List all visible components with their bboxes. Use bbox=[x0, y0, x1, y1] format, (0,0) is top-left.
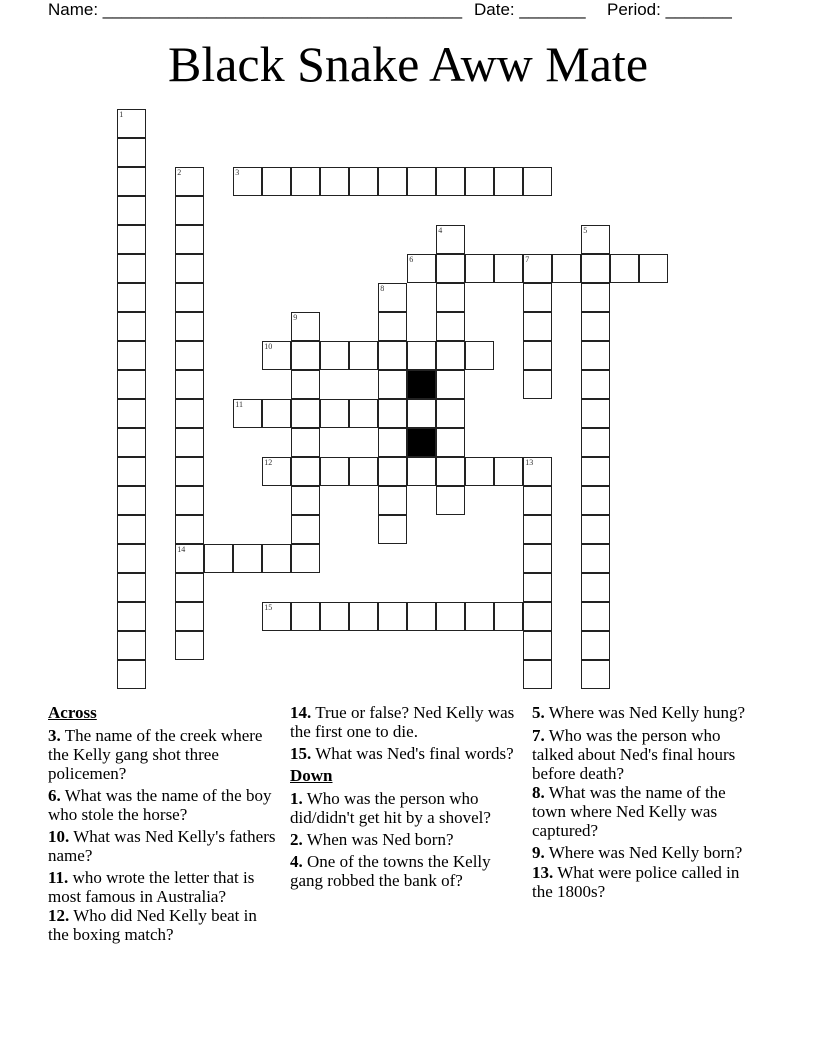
clue-text: One of the towns the Kelly gang robbed the bank of? bbox=[290, 852, 491, 890]
grid-cell[interactable] bbox=[117, 196, 146, 225]
grid-cell[interactable] bbox=[523, 457, 552, 486]
grid-cell[interactable] bbox=[465, 167, 494, 196]
grid-cell[interactable] bbox=[117, 399, 146, 428]
grid-cell[interactable] bbox=[175, 631, 204, 660]
grid-cell[interactable] bbox=[552, 254, 581, 283]
black-cell bbox=[407, 370, 436, 399]
grid-cell[interactable] bbox=[465, 602, 494, 631]
grid-cell[interactable] bbox=[436, 167, 465, 196]
grid-cell[interactable] bbox=[175, 515, 204, 544]
grid-cell[interactable] bbox=[523, 486, 552, 515]
grid-cell[interactable] bbox=[378, 341, 407, 370]
grid-cell[interactable] bbox=[494, 254, 523, 283]
grid-cell[interactable] bbox=[436, 428, 465, 457]
grid-cell[interactable] bbox=[262, 167, 291, 196]
grid-cell[interactable] bbox=[291, 167, 320, 196]
grid-cell[interactable] bbox=[291, 341, 320, 370]
grid-cell[interactable] bbox=[320, 167, 349, 196]
grid-cell[interactable] bbox=[610, 254, 639, 283]
clue-across-6 bbox=[48, 786, 276, 824]
grid-cell[interactable] bbox=[117, 573, 146, 602]
page-title: Black Snake Aww Mate bbox=[167, 36, 649, 92]
clue-number: 7. bbox=[532, 726, 545, 745]
grid-cell[interactable] bbox=[436, 341, 465, 370]
grid-cell[interactable] bbox=[378, 312, 407, 341]
grid-cell[interactable] bbox=[175, 486, 204, 515]
clue-across-3 bbox=[48, 726, 276, 783]
grid-cell[interactable] bbox=[175, 573, 204, 602]
grid-cell[interactable] bbox=[378, 370, 407, 399]
clues-column-1 bbox=[48, 703, 276, 947]
clue-text: When was Ned born? bbox=[306, 830, 454, 849]
grid-cell[interactable] bbox=[175, 457, 204, 486]
grid-cell[interactable] bbox=[175, 544, 204, 573]
clue-number: 12. bbox=[48, 906, 70, 925]
grid-cell[interactable] bbox=[291, 486, 320, 515]
grid-cell[interactable] bbox=[436, 254, 465, 283]
grid-cell[interactable] bbox=[291, 602, 320, 631]
grid-cell[interactable] bbox=[291, 399, 320, 428]
grid-cell[interactable] bbox=[320, 602, 349, 631]
grid-cell[interactable] bbox=[117, 486, 146, 515]
grid-cell[interactable] bbox=[581, 254, 610, 283]
grid-cell[interactable] bbox=[523, 283, 552, 312]
clue-text: who wrote the letter that is most famous in Australia? bbox=[48, 868, 255, 906]
grid-cell[interactable] bbox=[117, 631, 146, 660]
grid-cell[interactable] bbox=[494, 457, 523, 486]
grid-cell[interactable] bbox=[262, 341, 291, 370]
clue-number: 8. bbox=[532, 783, 545, 802]
clue-text: Where was Ned Kelly born? bbox=[548, 843, 743, 862]
clue-down-9 bbox=[532, 843, 760, 862]
clue-text: What was the name of the boy who stole the horse? bbox=[48, 786, 272, 824]
clue-number: 11. bbox=[48, 868, 69, 887]
grid-cell[interactable] bbox=[291, 457, 320, 486]
period-field[interactable]: Period: _______ bbox=[607, 0, 732, 19]
grid-cell[interactable] bbox=[436, 602, 465, 631]
cell-number: 9 bbox=[293, 313, 298, 323]
clue-across-11 bbox=[48, 868, 276, 906]
clue-down-1 bbox=[290, 789, 518, 827]
cell-number: 11 bbox=[235, 400, 243, 410]
grid-cell[interactable] bbox=[523, 631, 552, 660]
cell-number: 4 bbox=[438, 226, 443, 236]
grid-cell[interactable] bbox=[436, 225, 465, 254]
grid-cell[interactable] bbox=[262, 602, 291, 631]
grid-cell[interactable] bbox=[523, 312, 552, 341]
grid-cell[interactable] bbox=[407, 457, 436, 486]
grid-cell[interactable] bbox=[581, 515, 610, 544]
grid-cell[interactable] bbox=[465, 341, 494, 370]
grid-cell[interactable] bbox=[233, 167, 262, 196]
grid-cell[interactable] bbox=[320, 399, 349, 428]
grid-cell[interactable] bbox=[494, 167, 523, 196]
clue-number: 9. bbox=[532, 843, 545, 862]
clues-column-2 bbox=[290, 703, 518, 893]
grid-cell[interactable] bbox=[378, 602, 407, 631]
clue-across-14 bbox=[290, 703, 518, 741]
clue-down-4 bbox=[290, 852, 518, 890]
clue-number: 14. bbox=[290, 703, 312, 722]
grid-cell[interactable] bbox=[117, 167, 146, 196]
grid-cell[interactable] bbox=[639, 254, 668, 283]
grid-cell[interactable] bbox=[523, 660, 552, 689]
grid-cell[interactable] bbox=[581, 660, 610, 689]
clue-number: 3. bbox=[48, 726, 61, 745]
grid-cell[interactable] bbox=[436, 370, 465, 399]
grid-cell[interactable] bbox=[175, 167, 204, 196]
clue-number: 2. bbox=[290, 830, 303, 849]
clue-across-10 bbox=[48, 827, 276, 865]
clue-text: True or false? Ned Kelly was the first one to die. bbox=[290, 703, 515, 741]
grid-cell[interactable] bbox=[581, 573, 610, 602]
clue-across-12 bbox=[48, 906, 276, 944]
grid-cell[interactable] bbox=[117, 109, 146, 138]
grid-cell[interactable] bbox=[581, 428, 610, 457]
grid-cell[interactable] bbox=[523, 573, 552, 602]
grid-cell[interactable] bbox=[378, 515, 407, 544]
grid-cell[interactable] bbox=[523, 602, 552, 631]
cell-number: 7 bbox=[525, 255, 530, 265]
clue-number: 1. bbox=[290, 789, 303, 808]
clue-number: 13. bbox=[532, 863, 554, 882]
name-field[interactable]: Name: ______________________________________ bbox=[48, 0, 463, 19]
clue-down-13 bbox=[532, 863, 760, 901]
clue-text: Who did Ned Kelly beat in the boxing match? bbox=[48, 906, 257, 944]
clue-number: 10. bbox=[48, 827, 70, 846]
grid-cell[interactable] bbox=[349, 602, 378, 631]
cell-number: 14 bbox=[177, 545, 186, 555]
grid-cell[interactable] bbox=[581, 370, 610, 399]
cell-number: 5 bbox=[583, 226, 588, 236]
grid-cell[interactable] bbox=[233, 544, 262, 573]
grid-cell[interactable] bbox=[349, 167, 378, 196]
clue-number: 5. bbox=[532, 703, 545, 722]
cell-number: 6 bbox=[409, 255, 414, 265]
grid-cell[interactable] bbox=[204, 544, 233, 573]
grid-cell[interactable] bbox=[291, 428, 320, 457]
grid-cell[interactable] bbox=[117, 138, 146, 167]
grid-cell[interactable] bbox=[117, 457, 146, 486]
grid-cell[interactable] bbox=[378, 399, 407, 428]
grid-cell[interactable] bbox=[117, 544, 146, 573]
grid-cell[interactable] bbox=[407, 602, 436, 631]
grid-cell[interactable] bbox=[349, 399, 378, 428]
grid-cell[interactable] bbox=[581, 544, 610, 573]
grid-cell[interactable] bbox=[175, 370, 204, 399]
grid-cell[interactable] bbox=[175, 399, 204, 428]
across-heading: Across bbox=[48, 703, 97, 722]
grid-cell[interactable] bbox=[436, 486, 465, 515]
grid-cell[interactable] bbox=[117, 660, 146, 689]
grid-cell[interactable] bbox=[581, 283, 610, 312]
grid-cell[interactable] bbox=[233, 399, 262, 428]
clues-column-3 bbox=[532, 703, 760, 904]
grid-cell[interactable] bbox=[291, 544, 320, 573]
grid-cell[interactable] bbox=[581, 312, 610, 341]
grid-cell[interactable] bbox=[407, 341, 436, 370]
grid-cell[interactable] bbox=[117, 370, 146, 399]
grid-cell[interactable] bbox=[378, 486, 407, 515]
down-heading: Down bbox=[290, 766, 333, 785]
clue-text: What was Ned Kelly's fathers name? bbox=[48, 827, 276, 865]
clue-number: 15. bbox=[290, 744, 312, 763]
grid-cell[interactable] bbox=[117, 225, 146, 254]
clue-down-2 bbox=[290, 830, 518, 849]
cell-number: 10 bbox=[264, 342, 273, 352]
grid-cell[interactable] bbox=[349, 341, 378, 370]
grid-cell[interactable] bbox=[436, 283, 465, 312]
clue-across-15 bbox=[290, 744, 518, 763]
black-cell bbox=[407, 428, 436, 457]
grid-cell[interactable] bbox=[175, 283, 204, 312]
grid-cell[interactable] bbox=[581, 225, 610, 254]
grid-cell[interactable] bbox=[117, 602, 146, 631]
grid-cell[interactable] bbox=[117, 515, 146, 544]
cell-number: 3 bbox=[235, 168, 240, 178]
grid-cell[interactable] bbox=[320, 457, 349, 486]
clue-down-8 bbox=[532, 783, 760, 840]
grid-cell[interactable] bbox=[378, 283, 407, 312]
clue-text: What was the name of the town where Ned Kelly was captured? bbox=[532, 783, 726, 840]
date-field[interactable]: Date: _______ bbox=[474, 0, 586, 19]
cell-number: 13 bbox=[525, 458, 534, 468]
grid-cell[interactable] bbox=[378, 428, 407, 457]
clue-text: The name of the creek where the Kelly gang shot three policemen? bbox=[48, 726, 263, 783]
grid-cell[interactable] bbox=[523, 544, 552, 573]
grid-cell[interactable] bbox=[523, 254, 552, 283]
grid-cell[interactable] bbox=[494, 602, 523, 631]
grid-cell[interactable] bbox=[175, 341, 204, 370]
grid-cell[interactable] bbox=[175, 196, 204, 225]
grid-cell[interactable] bbox=[436, 457, 465, 486]
grid-cell[interactable] bbox=[175, 428, 204, 457]
grid-cell[interactable] bbox=[291, 515, 320, 544]
grid-cell[interactable] bbox=[581, 457, 610, 486]
grid-cell[interactable] bbox=[436, 312, 465, 341]
grid-cell[interactable] bbox=[407, 254, 436, 283]
grid-cell[interactable] bbox=[291, 370, 320, 399]
grid-cell[interactable] bbox=[523, 515, 552, 544]
cell-number: 12 bbox=[264, 458, 273, 468]
grid-cell[interactable] bbox=[349, 457, 378, 486]
grid-cell[interactable] bbox=[523, 167, 552, 196]
cell-number: 1 bbox=[119, 110, 124, 120]
grid-cell[interactable] bbox=[320, 341, 349, 370]
grid-cell[interactable] bbox=[581, 341, 610, 370]
grid-cell[interactable] bbox=[262, 544, 291, 573]
grid-cell[interactable] bbox=[175, 602, 204, 631]
clue-down-7 bbox=[532, 726, 760, 783]
grid-cell[interactable] bbox=[523, 341, 552, 370]
grid-cell[interactable] bbox=[262, 457, 291, 486]
grid-cell[interactable] bbox=[117, 254, 146, 283]
grid-cell[interactable] bbox=[175, 225, 204, 254]
grid-cell[interactable] bbox=[291, 312, 320, 341]
grid-cell[interactable] bbox=[436, 399, 465, 428]
grid-cell[interactable] bbox=[465, 457, 494, 486]
grid-cell[interactable] bbox=[581, 486, 610, 515]
clue-number: 4. bbox=[290, 852, 303, 871]
grid-cell[interactable] bbox=[581, 602, 610, 631]
grid-cell[interactable] bbox=[117, 341, 146, 370]
grid-cell[interactable] bbox=[117, 312, 146, 341]
cell-number: 8 bbox=[380, 284, 385, 294]
grid-cell[interactable] bbox=[581, 399, 610, 428]
grid-cell[interactable] bbox=[407, 399, 436, 428]
clue-text: What was Ned's final words? bbox=[315, 744, 514, 763]
grid-cell[interactable] bbox=[175, 312, 204, 341]
grid-cell[interactable] bbox=[117, 428, 146, 457]
grid-cell[interactable] bbox=[523, 370, 552, 399]
grid-cell[interactable] bbox=[262, 399, 291, 428]
clue-text: Where was Ned Kelly hung? bbox=[548, 703, 746, 722]
grid-cell[interactable] bbox=[581, 631, 610, 660]
cell-number: 15 bbox=[264, 603, 273, 613]
clue-text: Who was the person who did/didn't get hit by a shovel? bbox=[290, 789, 491, 827]
clue-text: What were police called in the 1800s? bbox=[532, 863, 740, 901]
clue-number: 6. bbox=[48, 786, 61, 805]
clue-text: Who was the person who talked about Ned's final hours before death? bbox=[532, 726, 736, 783]
cell-number: 2 bbox=[177, 168, 182, 178]
grid-cell[interactable] bbox=[465, 254, 494, 283]
grid-cell[interactable] bbox=[378, 457, 407, 486]
grid-cell[interactable] bbox=[117, 283, 146, 312]
grid-cell[interactable] bbox=[378, 167, 407, 196]
grid-cell[interactable] bbox=[407, 167, 436, 196]
clue-down-5 bbox=[532, 703, 760, 722]
grid-cell[interactable] bbox=[175, 254, 204, 283]
